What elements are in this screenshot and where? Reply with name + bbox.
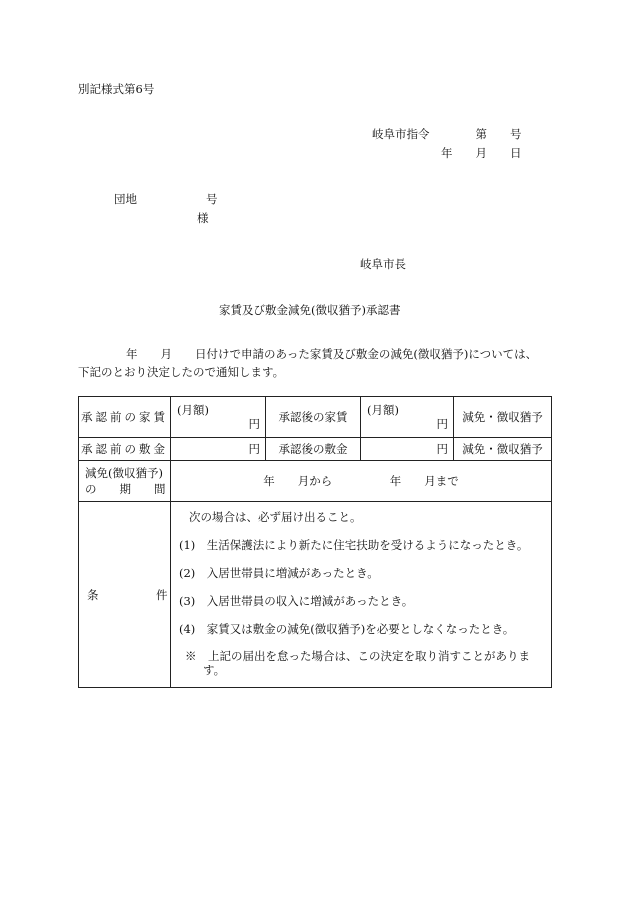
monthly-label: (月額)	[367, 403, 399, 417]
rent-after-cell	[361, 397, 454, 438]
label-conditions: 条 件	[79, 502, 171, 688]
conditions-note: ※ 上記の届出を怠った場合は、この決定を取り消すことがありま	[185, 649, 530, 663]
approval-table	[78, 396, 552, 688]
conditions-intro: 次の場合は、必ず届け出ること。	[189, 510, 362, 524]
conditions-note-cont: す。	[203, 663, 226, 677]
form-number: 別記様式第6号	[78, 82, 155, 96]
monthly-label: (月額)	[177, 403, 209, 417]
label-rent-after: 承認後の家賃	[266, 397, 361, 438]
yen-unit: 円	[248, 417, 260, 431]
table-row	[79, 438, 552, 461]
table-row	[79, 461, 552, 502]
condition-item: (1) 生活保護法により新たに住宅扶助を受けるようになったとき。	[179, 538, 529, 552]
conditions-cell	[171, 502, 552, 688]
reduction-type: 減免・徴収猶予	[454, 438, 552, 461]
label-period: 減免(徴収猶予) の 期 間	[79, 461, 171, 502]
table-row	[79, 397, 552, 438]
date-line: 年 月 日	[441, 146, 522, 160]
condition-item: (2) 入居世帯員に増減があったとき。	[179, 566, 379, 580]
document-title: 家賃及び敷金減免(徴収猶予)承認書	[219, 303, 401, 317]
body-line-1: 年 月 日付けで申請のあった家賃及び敷金の減免(徴収猶予)については、	[126, 347, 538, 361]
reduction-type: 減免・徴収猶予	[454, 397, 552, 438]
deposit-after-yen: 円	[361, 438, 454, 461]
addressee-danchi: 団地 号	[114, 192, 218, 206]
label-deposit-before: 承認前の敷金	[79, 438, 171, 461]
label-deposit-after: 承認後の敷金	[266, 438, 361, 461]
condition-item: (3) 入居世帯員の収入に増減があったとき。	[179, 594, 414, 608]
period-value: 年 月から 年 月まで	[171, 461, 552, 502]
table-row	[79, 502, 552, 688]
yen-unit: 円	[436, 417, 448, 431]
addressee-sama: 様	[197, 211, 209, 225]
deposit-before-yen: 円	[171, 438, 266, 461]
rent-before-cell	[171, 397, 266, 438]
body-line-2: 下記のとおり決定したので通知します。	[78, 365, 285, 379]
label-rent-before: 承認前の家賃	[79, 397, 171, 438]
sender: 岐阜市長	[360, 257, 406, 271]
condition-item: (4) 家賃又は敷金の減免(徴収猶予)を必要としなくなったとき。	[179, 622, 515, 636]
issuer-line: 岐阜市指令 第 号	[372, 127, 522, 141]
